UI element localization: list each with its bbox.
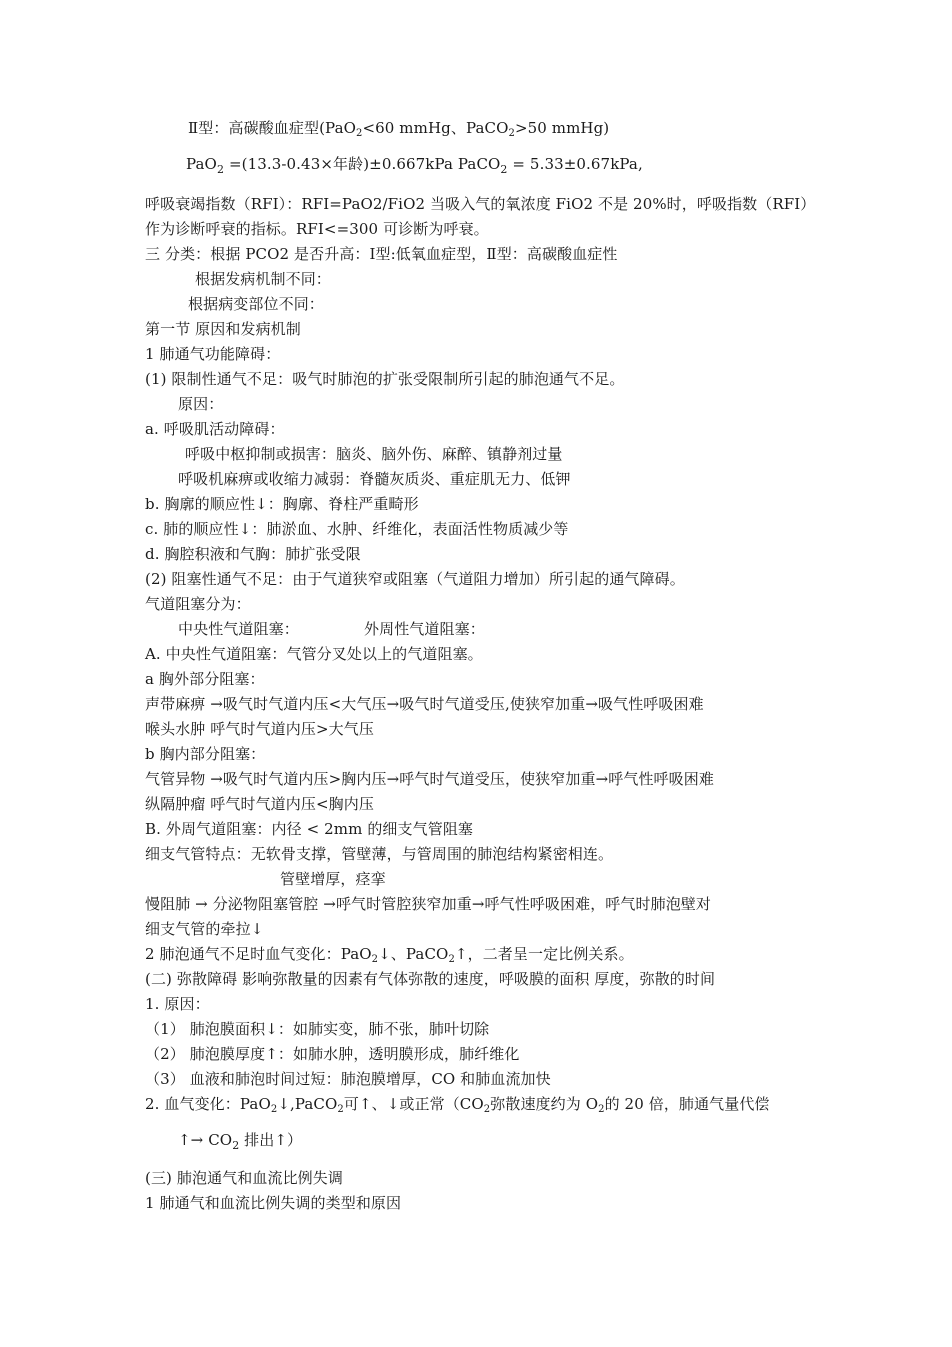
text-line: （2） 肺泡膜厚度↑：如肺水肿，透明膜形成，肺纤维化 — [145, 1045, 520, 1063]
section-heading: (二) 弥散障碍 影响弥散量的因素有气体弥散的速度，呼吸膜的面积 厚度，弥散的时间 — [145, 970, 716, 988]
text-line: （1） 肺泡膜面积↓：如肺实变，肺不张，肺叶切除 — [145, 1020, 490, 1038]
text-line: (2) 阻塞性通气不足：由于气道狭窄或阻塞（气道阻力增加）所引起的通气障碍。 — [145, 570, 685, 588]
text-line: 管壁增厚，痉挛 — [280, 870, 386, 888]
text-line: （3） 血液和肺泡时间过短：肺泡膜增厚，CO 和肺血流加快 — [145, 1070, 551, 1088]
text-line: 呼吸机麻痹或收缩力减弱：脊髓灰质炎、重症肌无力、低钾 — [178, 470, 571, 488]
text-line: 2 肺泡通气不足时血气变化：PaO$_2$↓、PaCO$_2$↑，二者呈一定比例关系。 — [145, 945, 634, 965]
text-line: 声带麻痹 →吸气时气道内压<大气压→吸气时气道受压,使狭窄加重→吸气性呼吸困难 — [145, 695, 704, 713]
text-line: a. 呼吸肌活动障碍： — [145, 420, 285, 438]
text-line: Ⅱ型：高碳酸血症型(PaO$_2$<60 mmHg、PaCO$_2$>50 mmHg) — [188, 119, 610, 139]
text-line: 根据发病机制不同： — [195, 270, 331, 288]
text-line: c. 肺的顺应性↓：肺淤血、水肿、纤维化，表面活性物质减少等 — [145, 520, 569, 538]
section-heading: (三) 肺泡通气和血流比例失调 — [145, 1169, 343, 1187]
section-heading: 三 分类：根据 PCO2 是否升高：Ⅰ型:低氧血症型，Ⅱ型：高碳酸血症性 — [145, 245, 618, 263]
text-line: 1 肺通气和血流比例失调的类型和原因 — [145, 1194, 402, 1212]
section-heading: 第一节 原因和发病机制 — [145, 320, 301, 338]
text-line: b. 胸廓的顺应性↓：胸廓、脊柱严重畸形 — [145, 495, 419, 513]
text-line: 外周性气道阻塞： — [364, 620, 485, 638]
text-line: 纵隔肿瘤 呼气时气道内压<胸内压 — [145, 795, 374, 813]
formula-line: PaO$_2$ =(13.3-0.43×年龄)±0.667kPa PaCO$_2$ = 5.33±0.67kPa, — [186, 155, 643, 176]
text-line: 细支气管的牵拉↓ — [145, 920, 264, 938]
text-line: 呼吸衰竭指数（RFI）：RFI=PaO2/FiO2 当吸入气的氧浓度 FiO2 不是 20%时，呼吸指数（RFI） — [145, 195, 816, 213]
text-line: 气道阻塞分为： — [145, 595, 251, 613]
text-line: 根据病变部位不同： — [188, 295, 324, 313]
text-line: 作为诊断呼衰的指标。RFI<=300 可诊断为呼衰。 — [145, 220, 489, 238]
text-line: 1. 原因： — [145, 995, 210, 1013]
text-line: 原因： — [178, 395, 224, 413]
text-line: d. 胸腔积液和气胸：肺扩张受限 — [145, 545, 361, 563]
text-line: 气管异物 →吸气时气道内压>胸内压→呼气时气道受压，使狭窄加重→呼气性呼吸困难 — [145, 770, 714, 788]
formula-line: ↑→ $CO_2$ 排出↑） — [178, 1131, 303, 1152]
text-line: 中央性气道阻塞： — [178, 620, 299, 638]
text-line: 细支气管特点：无软骨支撑，管壁薄，与管周围的肺泡结构紧密相连。 — [145, 845, 614, 863]
text-line: 喉头水肿 呼气时气道内压>大气压 — [145, 720, 374, 738]
text-line: b 胸内部分阻塞： — [145, 745, 266, 763]
text-line: 2. 血气变化：PaO$_2$↓,PaCO$_2$可↑、↓或正常（$CO_2$弥散速度约为 $O_2$的 20 倍，肺通气量代偿 — [145, 1095, 770, 1115]
text-line: 呼吸中枢抑制或损害：脑炎、脑外伤、麻醉、镇静剂过量 — [185, 445, 563, 463]
text-line: B. 外周气道阻塞：内径 < 2mm 的细支气管阻塞 — [145, 820, 474, 838]
text-line: 慢阻肺 → 分泌物阻塞管腔 →呼气时管腔狭窄加重→呼气性呼吸困难，呼气时肺泡壁对 — [145, 895, 712, 913]
text-line: a 胸外部分阻塞： — [145, 670, 265, 688]
text-line: (1) 限制性通气不足：吸气时肺泡的扩张受限制所引起的肺泡通气不足。 — [145, 370, 625, 388]
text-line: 1 肺通气功能障碍： — [145, 345, 281, 363]
text-line: A. 中央性气道阻塞：气管分叉处以上的气道阻塞。 — [145, 645, 483, 663]
